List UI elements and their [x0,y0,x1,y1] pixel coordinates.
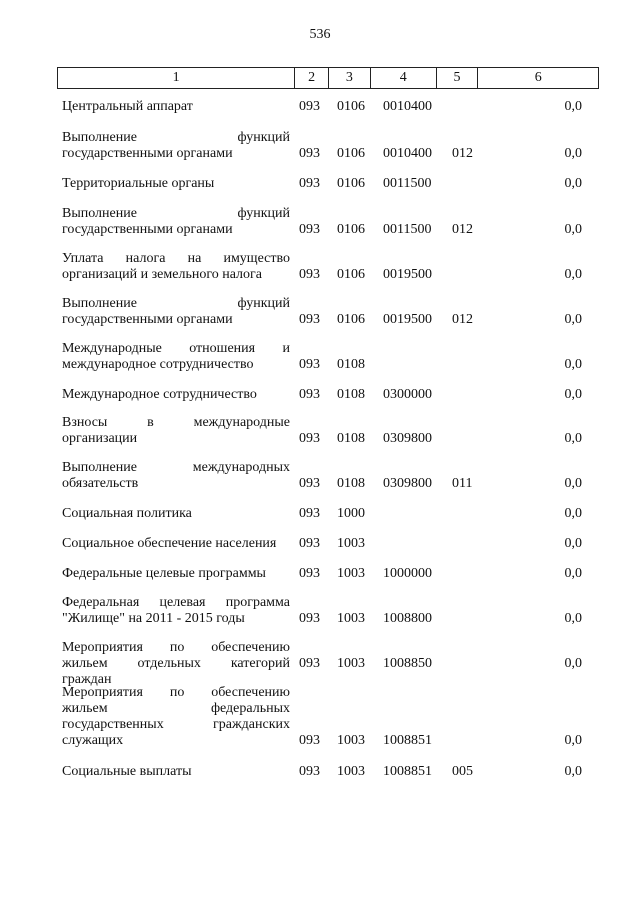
row-col-2: 093 [299,611,320,626]
row-name: Территориальные органы [62,176,215,191]
row-col-5: 012 [452,312,473,327]
header-col-3: 3 [329,68,371,88]
row-col-5: 005 [452,764,473,779]
row-col-2: 093 [299,566,320,581]
row-col-6: 0,0 [564,764,582,779]
row-col-3: 0108 [337,431,365,446]
row-name: Мероприятия по обеспечению жильем отдельных категорий граждан [62,640,290,687]
row-col-4: 1000000 [383,566,432,581]
row-col-3: 1003 [337,733,365,748]
header-col-6: 6 [534,70,542,85]
row-name: Мероприятия по обеспечению жильем федеральных государственных гражданских служащих [62,685,290,748]
row-col-6: 0,0 [564,222,582,237]
row-col-6: 0,0 [564,476,582,491]
row-col-5: 012 [452,222,473,237]
row-col-2: 093 [299,764,320,779]
header-col-2: 2 [295,68,329,88]
table-header [57,67,599,89]
row-name: Социальная политика [62,506,192,521]
header-col-4: 4 [371,68,437,88]
row-col-4: 0019500 [383,312,432,327]
row-col-4: 0300000 [383,387,432,402]
row-name: Взносы в международные организации [62,415,290,446]
row-col-4: 1008851 [383,733,432,748]
row-col-3: 0108 [337,476,365,491]
row-col-6: 0,0 [564,536,582,551]
row-col-2: 093 [299,99,320,114]
row-col-2: 093 [299,733,320,748]
row-col-3: 1003 [337,764,365,779]
row-col-2: 093 [299,146,320,161]
row-name: Федеральные целевые программы [62,566,266,581]
row-col-4: 0010400 [383,99,432,114]
row-name: Федеральная целевая программа "Жилище" на 2011 - 2015 годы [62,595,290,626]
page-number: 536 [309,27,331,42]
row-col-2: 093 [299,476,320,491]
row-col-2: 093 [299,357,320,372]
row-col-3: 1003 [337,656,365,671]
row-col-6: 0,0 [564,431,582,446]
row-col-4: 1008851 [383,764,432,779]
row-col-6: 0,0 [564,506,582,521]
row-col-3: 0106 [337,312,365,327]
row-name: Международные отношения и международное сотрудничество [62,341,290,372]
row-col-2: 093 [299,656,320,671]
row-col-3: 0106 [337,99,365,114]
row-col-2: 093 [299,387,320,402]
row-name: Социальное обеспечение населения [62,536,277,551]
row-col-4: 0011500 [383,176,432,191]
row-col-2: 093 [299,222,320,237]
row-col-4: 0011500 [383,222,432,237]
row-col-3: 1003 [337,566,365,581]
row-col-4: 1008800 [383,611,432,626]
row-col-5: 011 [452,476,473,491]
row-col-3: 0106 [337,146,365,161]
row-name: Социальные выплаты [62,764,192,779]
row-col-6: 0,0 [564,387,582,402]
row-name: Выполнение функций государственными органами [62,206,290,237]
row-col-3: 1003 [337,536,365,551]
row-col-3: 0108 [337,387,365,402]
row-col-3: 0106 [337,267,365,282]
row-col-4: 0309800 [383,431,432,446]
row-col-2: 093 [299,176,320,191]
row-col-3: 0106 [337,176,365,191]
row-col-3: 0108 [337,357,365,372]
row-col-6: 0,0 [564,146,582,161]
row-col-4: 0309800 [383,476,432,491]
row-col-6: 0,0 [564,656,582,671]
row-name: Центральный аппарат [62,99,193,114]
row-col-3: 0106 [337,222,365,237]
row-col-3: 1003 [337,611,365,626]
row-col-4: 0010400 [383,146,432,161]
row-col-6: 0,0 [564,99,582,114]
row-col-2: 093 [299,431,320,446]
row-col-4: 1008850 [383,656,432,671]
row-col-6: 0,0 [564,357,582,372]
row-name: Международное сотрудничество [62,387,257,402]
row-col-2: 093 [299,536,320,551]
row-name: Выполнение функций государственными органами [62,296,290,327]
row-name: Уплата налога на имущество организаций и земельного налога [62,251,290,282]
row-col-3: 1000 [337,506,365,521]
header-col-5: 5 [437,68,479,88]
row-col-2: 093 [299,267,320,282]
row-col-2: 093 [299,506,320,521]
row-col-6: 0,0 [564,176,582,191]
row-name: Выполнение функций государственными органами [62,130,290,161]
row-col-6: 0,0 [564,611,582,626]
row-col-6: 0,0 [564,566,582,581]
row-col-6: 0,0 [564,312,582,327]
row-col-4: 0019500 [383,267,432,282]
header-col-1: 1 [58,68,295,88]
row-col-2: 093 [299,312,320,327]
row-col-6: 0,0 [564,267,582,282]
row-col-6: 0,0 [564,733,582,748]
row-name: Выполнение международных обязательств [62,460,290,491]
row-col-5: 012 [452,146,473,161]
